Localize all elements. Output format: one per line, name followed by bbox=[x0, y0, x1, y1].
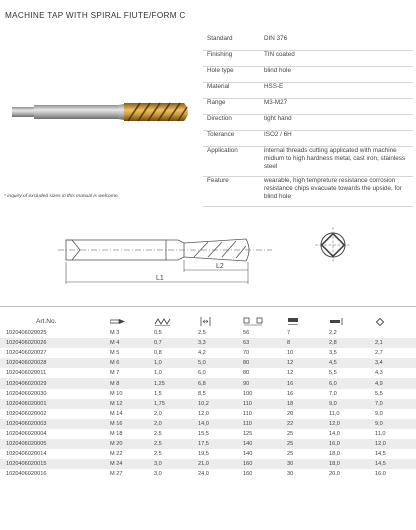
pitch-cell: 2,5 bbox=[154, 439, 198, 449]
overall-length-icon bbox=[243, 315, 287, 328]
square-cell: 14,5 bbox=[375, 451, 386, 458]
table-row bbox=[0, 368, 416, 378]
overall-length-cell: 110 bbox=[243, 399, 287, 409]
pitch-cell: 3,0 bbox=[154, 459, 198, 469]
shank-cell: 17,5 bbox=[198, 439, 243, 449]
tap-technical-drawing bbox=[58, 226, 276, 296]
tap-size-cell: M 4 bbox=[110, 338, 154, 348]
shank-cell: 12,0 bbox=[198, 410, 209, 417]
art-no-cell: 1020406020015 bbox=[0, 459, 110, 469]
square-size-cell: 20,0 bbox=[329, 471, 340, 478]
square-size-cell: 5,5 bbox=[329, 370, 337, 377]
shank-cell: 6,8 bbox=[198, 378, 243, 388]
square-cell: 4,3 bbox=[375, 370, 383, 377]
table-row bbox=[0, 439, 416, 449]
square-size-cell: 16,0 bbox=[329, 439, 375, 449]
tap-size-cell: M 8 bbox=[110, 378, 154, 388]
thread-length-cell: 25 bbox=[287, 430, 294, 437]
shank-cell: 5,0 bbox=[198, 358, 243, 368]
art-no-header: Art.No. bbox=[36, 318, 57, 325]
overall-length-cell: 63 bbox=[243, 338, 287, 348]
pitch-cell: 0,5 bbox=[154, 330, 162, 337]
shank-cell: 15,5 bbox=[198, 430, 209, 437]
tap-size-cell: M 6 bbox=[110, 358, 154, 368]
square-cell: 2,1 bbox=[375, 338, 416, 348]
art-no-cell: 1020406020027 bbox=[6, 350, 47, 357]
spec-row: Finishing TIN coated bbox=[203, 50, 413, 66]
overall-length-cell: 140 bbox=[243, 439, 287, 449]
pitch-cell: 0,8 bbox=[154, 350, 162, 357]
square-cell: 2,7 bbox=[375, 350, 383, 357]
spec-row: Material HSS-E bbox=[203, 82, 413, 98]
table-row bbox=[0, 338, 416, 348]
pitch-cell: 2,5 bbox=[154, 430, 162, 437]
shank-cell: 24,0 bbox=[198, 471, 209, 478]
cross-section-drawing bbox=[313, 224, 353, 266]
pitch-cell: 2,5 bbox=[154, 451, 162, 458]
overall-length-cell: 110 bbox=[243, 419, 287, 429]
shank-cell: 2,5 bbox=[198, 330, 206, 337]
table-row bbox=[0, 419, 416, 429]
pitch-cell: 1,0 bbox=[154, 370, 162, 377]
square-cell: 3,4 bbox=[375, 358, 416, 368]
square-size-cell: 12,0 bbox=[329, 419, 375, 429]
square-size-cell: 2,8 bbox=[329, 338, 375, 348]
overall-length-cell: 160 bbox=[243, 459, 287, 469]
tap-size-cell: M 24 bbox=[110, 459, 154, 469]
tap-size-cell: M 22 bbox=[110, 451, 123, 458]
thread-length-cell: 20 bbox=[287, 410, 294, 417]
shank-cell: 8,5 bbox=[198, 390, 206, 397]
overall-length-cell: 70 bbox=[243, 350, 250, 357]
square-size-cell: 9,0 bbox=[329, 399, 375, 409]
overall-length-cell: 80 bbox=[243, 358, 287, 368]
square-cell: 9,0 bbox=[375, 410, 383, 417]
thread-length-cell: 12 bbox=[287, 370, 294, 377]
pitch-cell: 1,5 bbox=[154, 390, 162, 397]
pitch-cell: 1,25 bbox=[154, 378, 198, 388]
shank-cell: 4,2 bbox=[198, 350, 206, 357]
thread-length-cell: 30 bbox=[287, 471, 294, 478]
overall-length-cell: 56 bbox=[243, 330, 250, 337]
art-no-cell: 1020406020016 bbox=[6, 471, 47, 478]
article-table bbox=[0, 315, 416, 479]
art-no-cell: 1020406020029 bbox=[0, 378, 110, 388]
art-no-cell: 1020406020025 bbox=[6, 330, 47, 337]
art-no-cell: 1020406020030 bbox=[6, 390, 47, 397]
table-row bbox=[0, 348, 416, 358]
square-size-cell: 4,5 bbox=[329, 358, 375, 368]
shank-diameter-icon bbox=[198, 315, 243, 328]
shank-cell: 21,0 bbox=[198, 459, 243, 469]
thread-length-cell: 12 bbox=[287, 358, 329, 368]
art-no-cell: 1020406020011 bbox=[6, 370, 47, 377]
section-divider bbox=[0, 306, 416, 307]
thread-length-cell: 10 bbox=[287, 350, 294, 357]
square-size-cell: 2,2 bbox=[329, 330, 337, 337]
square-size-cell: 18,0 bbox=[329, 451, 340, 458]
art-no-cell: 1020406020004 bbox=[6, 430, 47, 437]
square-cell: 7,0 bbox=[375, 399, 416, 409]
thread-length-cell: 18 bbox=[287, 399, 329, 409]
tap-size-cell: M 7 bbox=[110, 370, 120, 377]
table-row bbox=[0, 459, 416, 469]
thread-length-icon bbox=[287, 315, 329, 328]
tap-size-icon bbox=[110, 315, 154, 328]
table-row bbox=[0, 328, 416, 338]
tap-size-cell: M 10 bbox=[110, 390, 123, 397]
thread-length-cell: 22 bbox=[287, 419, 329, 429]
table-row bbox=[0, 409, 416, 419]
thread-length-cell: 16 bbox=[287, 390, 294, 397]
shank-cell: 19,5 bbox=[198, 451, 209, 458]
overall-length-cell: 110 bbox=[243, 410, 252, 417]
square-cell: 4,9 bbox=[375, 378, 416, 388]
square-cell: 14,5 bbox=[375, 459, 416, 469]
square-cell: 9,0 bbox=[375, 419, 416, 429]
pitch-cell: 2,0 bbox=[154, 419, 198, 429]
tap-size-cell: M 5 bbox=[110, 350, 120, 357]
spec-row: Application internal threads cutting applicated with machine midium to high hardness metal, cast iron, stainless steel bbox=[203, 146, 413, 176]
thread-length-cell: 30 bbox=[287, 459, 329, 469]
square-cell bbox=[375, 328, 416, 338]
overall-length-cell: 160 bbox=[243, 471, 253, 478]
pitch-cell: 3,0 bbox=[154, 471, 162, 478]
table-row bbox=[0, 399, 416, 409]
pitch-cell: 2,0 bbox=[154, 410, 162, 417]
shank-cell: 14,0 bbox=[198, 419, 243, 429]
inquiry-note: * inquiry of excluded sizes in this manual is welcome. bbox=[4, 194, 119, 199]
spec-table bbox=[203, 35, 413, 207]
table-row bbox=[0, 389, 416, 399]
shank-cell: 3,3 bbox=[198, 338, 243, 348]
thread-length-cell: 16 bbox=[287, 378, 329, 388]
square-cell: 12,0 bbox=[375, 439, 416, 449]
shank-cell: 6,0 bbox=[198, 370, 206, 377]
table-row bbox=[0, 449, 416, 459]
tap-size-cell: M 16 bbox=[110, 419, 154, 429]
square-cell: 11,0 bbox=[375, 430, 386, 437]
art-no-cell: 1020406020014 bbox=[6, 451, 47, 458]
tap-size-cell: M 3 bbox=[110, 330, 120, 337]
tap-size-cell: M 27 bbox=[110, 471, 123, 478]
thread-length-cell: 8 bbox=[287, 338, 329, 348]
spec-row: Hole type blind hole bbox=[203, 66, 413, 82]
tap-product-image bbox=[6, 88, 198, 138]
spec-row: Standard DIN 376 bbox=[203, 35, 413, 50]
tap-size-cell: M 18 bbox=[110, 430, 123, 437]
spec-row: Range M3-M27 bbox=[203, 98, 413, 114]
art-no-cell: 1020406020002 bbox=[6, 410, 47, 417]
square-size-cell: 14,0 bbox=[329, 430, 340, 437]
square-size-icon bbox=[329, 315, 375, 328]
pitch-cell: 1,75 bbox=[154, 399, 198, 409]
page-title: MACHINE TAP WITH SPIRAL FIUTE/FORM C bbox=[5, 11, 186, 20]
square-size-cell: 18,0 bbox=[329, 459, 375, 469]
square-icon bbox=[375, 315, 416, 328]
l1-label: L1 bbox=[156, 275, 164, 282]
square-size-cell: 7,0 bbox=[329, 390, 337, 397]
table-row bbox=[0, 469, 416, 479]
square-cell: 16,0 bbox=[375, 471, 386, 478]
shank-cell: 10,2 bbox=[198, 399, 243, 409]
thread-length-cell: 25 bbox=[287, 451, 294, 458]
square-cell: 5,5 bbox=[375, 390, 383, 397]
thread-length-cell: 25 bbox=[287, 439, 329, 449]
table-row bbox=[0, 358, 416, 368]
table-header-row bbox=[0, 315, 416, 328]
overall-length-cell: 140 bbox=[243, 451, 253, 458]
spec-row: Direction tight hand bbox=[203, 114, 413, 130]
tap-size-cell: M 20 bbox=[110, 439, 154, 449]
thread-length-cell: 7 bbox=[287, 330, 291, 337]
square-size-cell: 6,0 bbox=[329, 378, 375, 388]
square-size-cell: 3,5 bbox=[329, 350, 337, 357]
overall-length-cell: 90 bbox=[243, 378, 287, 388]
overall-length-cell: 80 bbox=[243, 370, 250, 377]
overall-length-cell: 100 bbox=[243, 390, 253, 397]
tap-size-cell: M 14 bbox=[110, 410, 123, 417]
spec-row: Tolerance ISO2 / 6H bbox=[203, 130, 413, 146]
square-size-cell: 11,0 bbox=[329, 410, 340, 417]
l2-label: L2 bbox=[216, 263, 224, 270]
table-row bbox=[0, 378, 416, 388]
overall-length-cell: 125 bbox=[243, 430, 253, 437]
art-no-cell: 1020406020003 bbox=[0, 419, 110, 429]
thread-pitch-icon bbox=[154, 315, 198, 328]
table-row bbox=[0, 429, 416, 439]
art-no-cell: 1020406020001 bbox=[0, 399, 110, 409]
art-no-cell: 1020406020005 bbox=[0, 439, 110, 449]
pitch-cell: 0,7 bbox=[154, 338, 198, 348]
art-no-cell: 1020406020028 bbox=[0, 358, 110, 368]
tap-size-cell: M 12 bbox=[110, 399, 154, 409]
art-no-cell: 1020406020026 bbox=[0, 338, 110, 348]
pitch-cell: 1,0 bbox=[154, 358, 198, 368]
spec-row: Feature wearable, high tempreture resistance corrosion resistance chips evacuate towards the upside, for blind hole bbox=[203, 176, 413, 206]
